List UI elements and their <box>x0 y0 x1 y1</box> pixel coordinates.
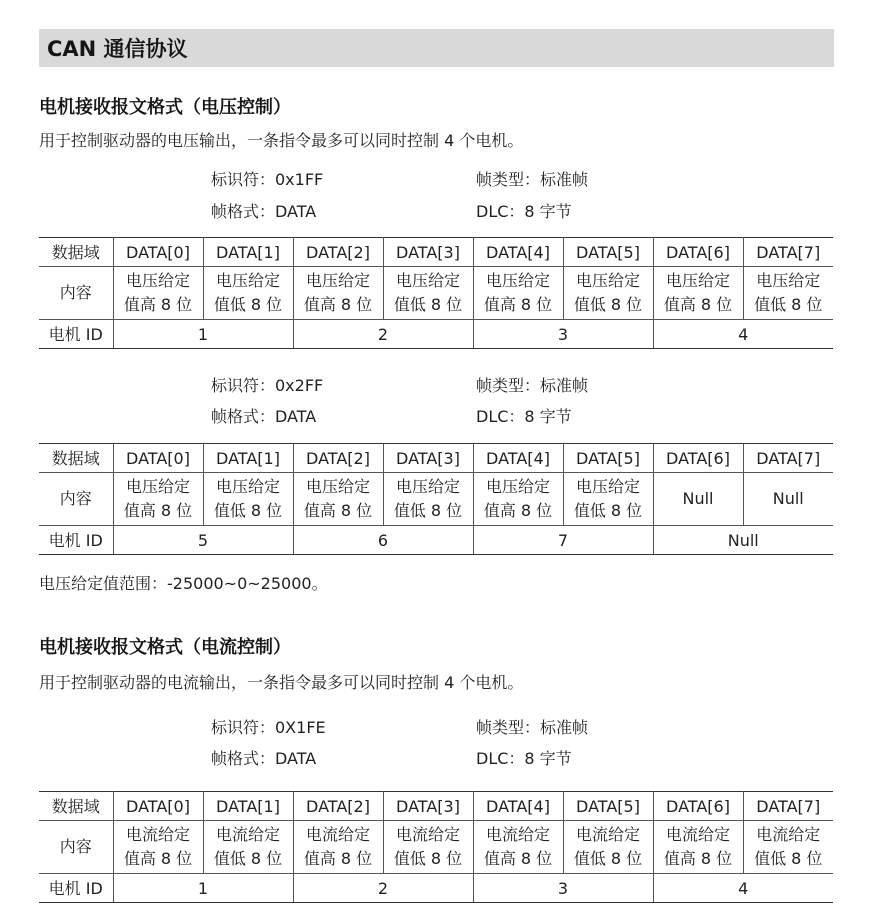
content-cell: 电压给定 值低 8 位 <box>383 267 473 320</box>
row-label-motor: 电机 ID <box>39 526 113 555</box>
row-label-field: 数据域 <box>39 792 113 821</box>
data-col-2: DATA[2] <box>293 444 383 473</box>
frame-type: 帧类型：标准帧 <box>476 170 589 189</box>
frame-type: 帧类型：标准帧 <box>476 718 589 737</box>
content-cell: 电压给定 值低 8 位 <box>743 267 833 320</box>
frame-identifier: 标识符：0x2FF <box>211 376 324 395</box>
content-cell-null: Null <box>653 473 743 526</box>
row-label-content: 内容 <box>39 821 113 874</box>
table-row-motor <box>39 874 833 903</box>
data-col-5: DATA[5] <box>563 238 653 267</box>
motor-id-cell: 1 <box>113 874 293 903</box>
data-col-6: DATA[6] <box>653 792 743 821</box>
data-col-0: DATA[0] <box>113 792 203 821</box>
data-col-5: DATA[5] <box>563 444 653 473</box>
data-col-3: DATA[3] <box>383 792 473 821</box>
motor-id-cell: Null <box>653 526 833 555</box>
content-cell: 电压给定 值高 8 位 <box>653 267 743 320</box>
content-cell: 电压给定 值高 8 位 <box>473 473 563 526</box>
section-title-voltage: 电机接收报文格式（电压控制） <box>39 97 291 118</box>
data-col-3: DATA[3] <box>383 238 473 267</box>
data-col-1: DATA[1] <box>203 792 293 821</box>
page-title: CAN 通信协议 <box>47 37 188 61</box>
data-col-1: DATA[1] <box>203 444 293 473</box>
data-col-0: DATA[0] <box>113 444 203 473</box>
motor-id-cell: 2 <box>293 320 473 349</box>
frame-identifier: 标识符：0x1FF <box>211 170 324 189</box>
section-title-current: 电机接收报文格式（电流控制） <box>39 637 291 658</box>
data-col-6: DATA[6] <box>653 444 743 473</box>
content-cell: 电流给定 值低 8 位 <box>563 821 653 874</box>
motor-id-cell: 4 <box>653 320 833 349</box>
data-col-3: DATA[3] <box>383 444 473 473</box>
table-row-motor <box>39 526 833 555</box>
content-cell: 电流给定 值高 8 位 <box>473 821 563 874</box>
section-desc-current: 用于控制驱动器的电流输出，一条指令最多可以同时控制 4 个电机。 <box>39 673 524 692</box>
table-row-motor <box>39 320 833 349</box>
frame-format: 帧格式：DATA <box>211 407 317 426</box>
content-cell: 电流给定 值高 8 位 <box>293 821 383 874</box>
content-cell: 电压给定 值低 8 位 <box>563 267 653 320</box>
table-row-fields <box>39 444 833 473</box>
frame-dlc: DLC：8 字节 <box>476 749 572 768</box>
motor-id-cell: 2 <box>293 874 473 903</box>
row-label-motor: 电机 ID <box>39 874 113 903</box>
frame-dlc: DLC：8 字节 <box>476 202 572 221</box>
content-cell: 电压给定 值低 8 位 <box>563 473 653 526</box>
motor-id-cell: 6 <box>293 526 473 555</box>
frame-identifier: 标识符：0X1FE <box>211 718 326 737</box>
content-cell: 电流给定 值低 8 位 <box>203 821 293 874</box>
content-cell: 电流给定 值低 8 位 <box>383 821 473 874</box>
content-cell: 电压给定 值高 8 位 <box>473 267 563 320</box>
row-label-field: 数据域 <box>39 238 113 267</box>
data-table-current <box>39 791 833 903</box>
row-label-motor: 电机 ID <box>39 320 113 349</box>
frame-type: 帧类型：标准帧 <box>476 376 589 395</box>
data-col-7: DATA[7] <box>743 792 833 821</box>
data-col-1: DATA[1] <box>203 238 293 267</box>
data-col-7: DATA[7] <box>743 238 833 267</box>
content-cell: 电压给定 值低 8 位 <box>383 473 473 526</box>
content-cell: 电流给定 值低 8 位 <box>743 821 833 874</box>
section-header-bar <box>39 29 834 67</box>
motor-id-cell: 5 <box>113 526 293 555</box>
frame-format: 帧格式：DATA <box>211 202 317 221</box>
content-cell: 电压给定 值高 8 位 <box>113 267 203 320</box>
content-cell: 电压给定 值高 8 位 <box>293 267 383 320</box>
row-label-field: 数据域 <box>39 444 113 473</box>
data-table-voltage-2 <box>39 443 833 555</box>
table-row-fields <box>39 792 833 821</box>
content-cell: 电压给定 值低 8 位 <box>203 267 293 320</box>
row-label-content: 内容 <box>39 473 113 526</box>
table-row-content <box>39 473 833 526</box>
frame-dlc: DLC：8 字节 <box>476 407 572 426</box>
data-table-voltage-1 <box>39 237 833 349</box>
table-row-fields <box>39 238 833 267</box>
data-col-5: DATA[5] <box>563 792 653 821</box>
data-col-4: DATA[4] <box>473 444 563 473</box>
row-label-content: 内容 <box>39 267 113 320</box>
content-cell: 电压给定 值高 8 位 <box>293 473 383 526</box>
data-col-2: DATA[2] <box>293 238 383 267</box>
data-col-4: DATA[4] <box>473 238 563 267</box>
motor-id-cell: 3 <box>473 874 653 903</box>
content-cell: 电压给定 值高 8 位 <box>113 473 203 526</box>
data-col-7: DATA[7] <box>743 444 833 473</box>
content-cell-null: Null <box>743 473 833 526</box>
content-cell: 电压给定 值低 8 位 <box>203 473 293 526</box>
motor-id-cell: 1 <box>113 320 293 349</box>
content-cell: 电流给定 值高 8 位 <box>113 821 203 874</box>
frame-format: 帧格式：DATA <box>211 749 317 768</box>
table-row-content <box>39 821 833 874</box>
content-cell: 电流给定 值高 8 位 <box>653 821 743 874</box>
data-col-4: DATA[4] <box>473 792 563 821</box>
data-col-6: DATA[6] <box>653 238 743 267</box>
motor-id-cell: 4 <box>653 874 833 903</box>
motor-id-cell: 3 <box>473 320 653 349</box>
data-col-0: DATA[0] <box>113 238 203 267</box>
data-col-2: DATA[2] <box>293 792 383 821</box>
section-desc-voltage: 用于控制驱动器的电压输出，一条指令最多可以同时控制 4 个电机。 <box>39 131 524 150</box>
voltage-range-note: 电压给定值范围：-25000~0~25000。 <box>39 574 328 593</box>
table-row-content <box>39 267 833 320</box>
motor-id-cell: 7 <box>473 526 653 555</box>
